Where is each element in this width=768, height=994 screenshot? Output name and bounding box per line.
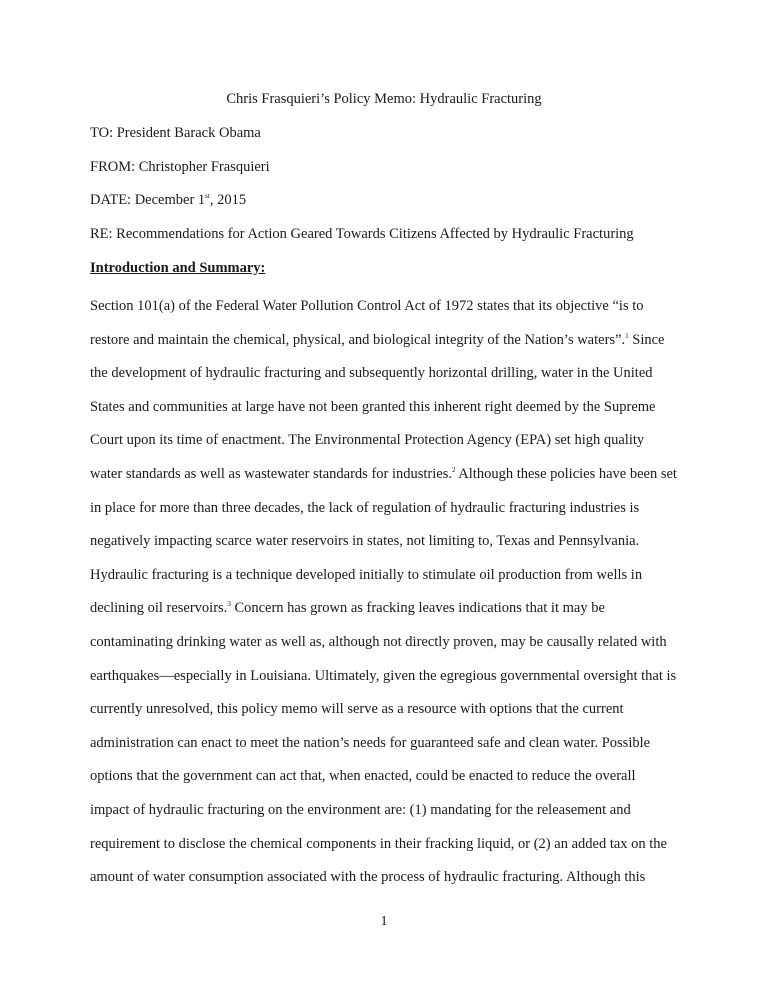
body-line-text: restore and maintain the chemical, physical, and biological integrity of the Nation’s waters”. <box>90 331 626 348</box>
section-heading: Introduction and Summary: <box>90 260 266 276</box>
body-line-text: States and communities at large have not been granted this inherent right deemed by the Supreme <box>90 398 656 415</box>
body-line <box>90 492 690 526</box>
body-line <box>90 760 690 794</box>
body-line <box>90 290 690 324</box>
memo-date <box>90 192 246 209</box>
memo-to: TO: President Barack Obama <box>90 125 261 141</box>
body-line-text: administration can enact to meet the nation’s needs for guaranteed safe and clean water. Possible <box>90 734 651 751</box>
body-line <box>90 592 690 626</box>
memo-title: Chris Frasquieri’s Policy Memo: Hydraulic Fracturing <box>226 91 542 107</box>
body-line-text: amount of water consumption associated with the process of hydraulic fracturing. Although this <box>90 869 646 886</box>
body-line <box>90 626 690 660</box>
body-line-text: Section 101(a) of the Federal Water Pollution Control Act of 1972 states that its objective “is to <box>90 298 644 314</box>
body-line-text: currently unresolved, this policy memo will serve as a resource with options that the current <box>90 701 624 718</box>
body-paragraph <box>90 290 690 895</box>
body-line <box>90 861 690 895</box>
body-line-text: negatively impacting scarce water reservoirs in states, not limiting to, Texas and Pennsylvania. <box>90 533 640 550</box>
memo-re: RE: Recommendations for Action Geared Towards Citizens Affected by Hydraulic Fracturing <box>90 226 634 242</box>
body-line-text: requirement to disclose the chemical components in their fracking liquid, or (2) an added tax on the <box>90 835 667 852</box>
body-line-text: contaminating drinking water as well as, although not directly proven, may be causally related with <box>90 633 667 650</box>
memo-from: FROM: Christopher Frasquieri <box>90 159 270 175</box>
body-line-text: in place for more than three decades, the lack of regulation of hydraulic fracturing industries is <box>90 499 640 516</box>
body-line-text: the development of hydraulic fracturing and subsequently horizontal drilling, water in the United <box>90 365 653 382</box>
body-line <box>90 559 690 593</box>
body-line-text: impact of hydraulic fracturing on the environment are: (1) mandating for the releasement and <box>90 801 631 818</box>
body-line <box>90 828 690 862</box>
body-line <box>90 357 690 391</box>
footnote-marker: 1 <box>625 331 629 340</box>
body-line <box>90 660 690 694</box>
body-line-text: earthquakes—especially in Louisiana. Ultimately, given the egregious governmental oversight that is <box>90 667 677 684</box>
body-line <box>90 794 690 828</box>
body-line <box>90 391 690 425</box>
body-line <box>90 525 690 559</box>
body-line-continuation: Concern has grown as fracking leaves indications that it may be <box>230 600 605 617</box>
memo-date-year: , 2015 <box>209 192 247 208</box>
memo-date-text: DATE: December 1 <box>90 192 206 208</box>
body-line-text: Court upon its time of enactment. The Environmental Protection Agency (EPA) set high quality <box>90 432 645 449</box>
body-line <box>90 458 690 492</box>
body-line-text: declining oil reservoirs. <box>90 600 228 617</box>
body-line-text: Hydraulic fracturing is a technique developed initially to stimulate oil production from wells in <box>90 566 643 583</box>
body-line <box>90 693 690 727</box>
body-line-text: water standards as well as wastewater standards for industries. <box>90 465 452 482</box>
body-line-text: options that the government can act that, when enacted, could be enacted to reduce the overall <box>90 768 636 785</box>
body-line <box>90 424 690 458</box>
footnote-marker: 3 <box>227 600 231 609</box>
body-line-continuation: Although these policies have been set <box>455 465 677 482</box>
body-line <box>90 324 690 358</box>
page-number: 1 <box>380 914 388 929</box>
body-line <box>90 727 690 761</box>
memo-date-ordinal: st <box>205 192 210 201</box>
footnote-marker: 2 <box>451 466 456 475</box>
body-line-continuation: Since <box>628 331 665 348</box>
